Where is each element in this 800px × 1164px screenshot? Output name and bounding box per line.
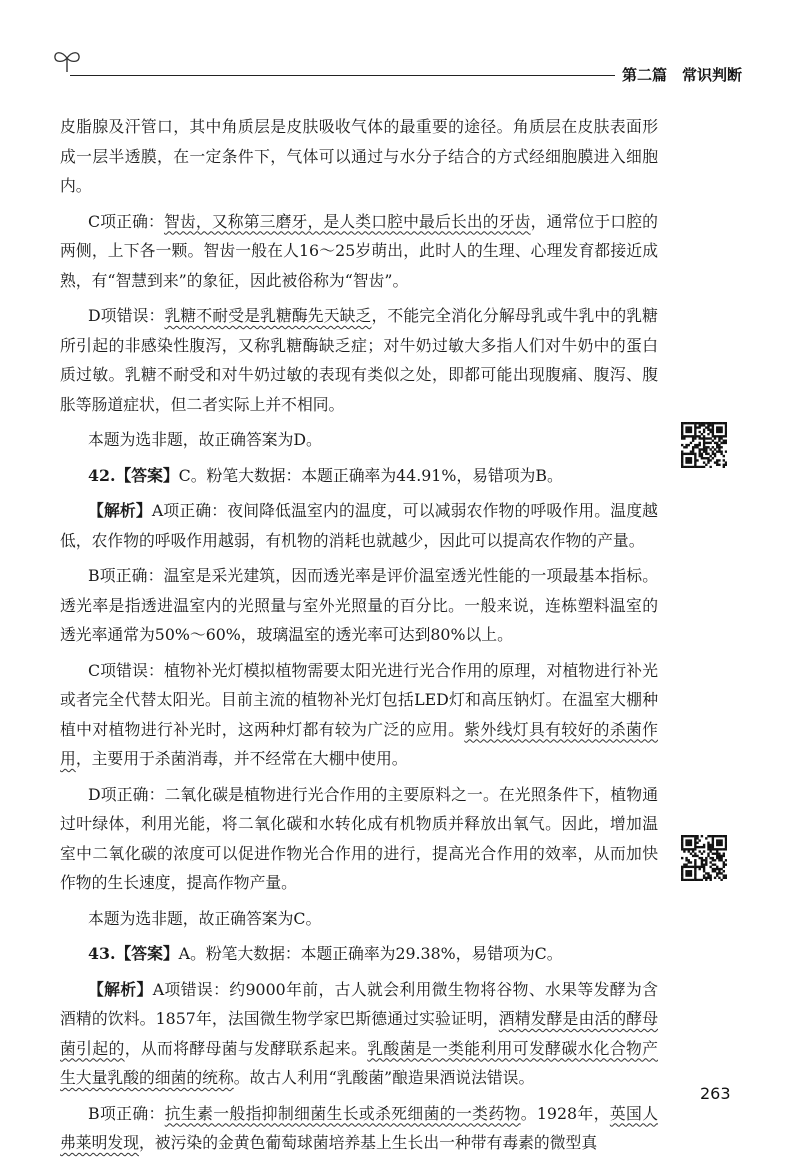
- text-segment: 43.【答案】: [88, 944, 179, 963]
- text-segment: 本题为选非题，故正确答案为D。: [88, 430, 322, 449]
- header-rule: [70, 75, 615, 76]
- emphasized-text: 乳糖不耐受是乳糖酶先天缺乏: [164, 306, 372, 325]
- sprout-icon: [52, 48, 82, 74]
- text-segment: C。粉笔大数据：本题正确率为44.91%，易错项为B。: [178, 465, 563, 485]
- text-segment: 。1928年，: [520, 1103, 610, 1123]
- paragraph-p12: [60, 975, 658, 1093]
- paragraph-p13: [60, 1099, 658, 1158]
- paragraph-p4: [60, 425, 658, 455]
- text-segment: ，通常位于口腔的两侧，上下各一颗。智齿一般在人16～25岁萌出，此时人的生理、心理发育都接近成熟，有“智慧到来”的象征，因此被俗称为“智齿”。: [60, 211, 658, 290]
- qr-code-icon[interactable]: [681, 835, 727, 881]
- emphasized-text: 酒精发酵是由活的酵母菌引起的: [60, 1009, 658, 1058]
- paragraph-p9: [60, 780, 658, 898]
- text-segment: 本题为选非题，故正确答案为C。: [88, 908, 322, 928]
- emphasized-text: 乳酸菌是一类能利用可发酵碳水化合物产生大量乳酸的细菌的统称: [60, 1038, 658, 1087]
- paragraph-p1: [60, 112, 658, 201]
- paragraph-p2: [60, 207, 658, 296]
- emphasized-text: 智齿，又称第三磨牙，是人类口腔中最后长出的牙齿: [164, 211, 531, 231]
- text-segment: D项错误：: [88, 306, 165, 325]
- paragraph-p5: [60, 461, 658, 491]
- text-segment: A。粉笔大数据：本题正确率为29.38%，易错项为C。: [178, 944, 563, 963]
- paragraph-p6: [60, 496, 658, 555]
- text-segment: A项错误：约9000年前，古人就会利用微生物将谷物、水果等发酵为含酒精的饮料。1857年，法国微生物学家巴斯德通过实验证明，: [60, 979, 658, 1028]
- paragraph-p7: [60, 561, 658, 650]
- text-segment: ，被污染的金黄色葡萄球菌培养基上生长出一种带有毒素的微型真: [139, 1133, 598, 1152]
- text-segment: B项正确：温室是采光建筑，因而透光率是评价温室透光性能的一项最基本指标。透光率是指透进温室内的光照量与室外光照量的百分比。一般来说，连栋塑料温室的透光率通常为50%～60%，玻璃温室的透光率可达到80%以上。: [60, 566, 658, 644]
- text-segment: ，不能完全消化分解母乳或牛乳中的乳糖所引起的非感染性腹泻，又称乳糖酶缺乏症；对牛奶过敏大多指人们对牛奶中的蛋白质过敏。乳糖不耐受和对牛奶过敏的表现有类似之处，即都可能出现腹痛、腹泻、腹胀等肠道症状，但二者实际上并不相同。: [60, 306, 658, 414]
- page-number: 263: [700, 1084, 731, 1103]
- text-segment: C项错误：植物补光灯模拟植物需要太阳光进行光合作用的原理，对植物进行补光或者完全代替太阳光。目前主流的植物补光灯包括LED灯和高压钠灯。在温室大棚种植中对植物进行补光时，这两种灯都有较为广泛的应用。: [60, 660, 658, 739]
- paragraph-p8: [60, 656, 658, 774]
- emphasized-text: 英国人弗莱明发现: [60, 1103, 659, 1152]
- paragraph-p11: [60, 939, 658, 969]
- text-segment: 【解析】: [88, 501, 152, 520]
- section-title: 第二篇 常识判断: [622, 66, 743, 84]
- qr-code-icon[interactable]: [681, 422, 727, 468]
- emphasized-text: 抗生素一般指抑制细菌生长或杀死细菌的一类药物: [164, 1103, 521, 1123]
- text-segment: C项正确：: [88, 211, 164, 231]
- text-segment: A项正确：夜间降低温室内的温度，可以减弱农作物的呼吸作用。温度越低，农作物的呼吸作用越弱，有机物的消耗也就越少，因此可以提高农作物的产量。: [60, 501, 658, 550]
- paragraph-p10: [60, 904, 658, 934]
- text-segment: ，主要用于杀菌消毒，并不经常在大棚中使用。: [75, 749, 408, 768]
- text-segment: 。故古人利用“乳酸菌”酿造果酒说法错误。: [233, 1068, 535, 1087]
- emphasized-text: 紫外线灯具有较好的杀菌作用: [60, 719, 658, 768]
- text-segment: 42.【答案】: [88, 465, 179, 485]
- text-segment: 皮脂腺及汗管口，其中角质层是皮肤吸收气体的最重要的途径。角质层在皮肤表面形成一层半透膜，在一定条件下，气体可以通过与水分子结合的方式经细胞膜进入细胞内。: [60, 117, 658, 195]
- paragraph-p3: [60, 301, 658, 419]
- text-segment: 【解析】: [88, 979, 153, 999]
- page-header: [0, 0, 800, 100]
- article-body: [60, 112, 658, 1164]
- text-segment: B项正确：: [88, 1103, 165, 1123]
- text-segment: ，从而将酵母菌与发酵联系起来。: [124, 1038, 368, 1058]
- text-segment: D项正确：二氧化碳是植物进行光合作用的主要原料之一。在光照条件下，植物通过叶绿体，利用光能，将二氧化碳和水转化成有机物质并释放出氧气。因此，增加温室中二氧化碳的浓度可以促进作物光合作用的进行，提高光合作用的效率，从而加快作物的生长速度，提高作物产量。: [60, 784, 658, 892]
